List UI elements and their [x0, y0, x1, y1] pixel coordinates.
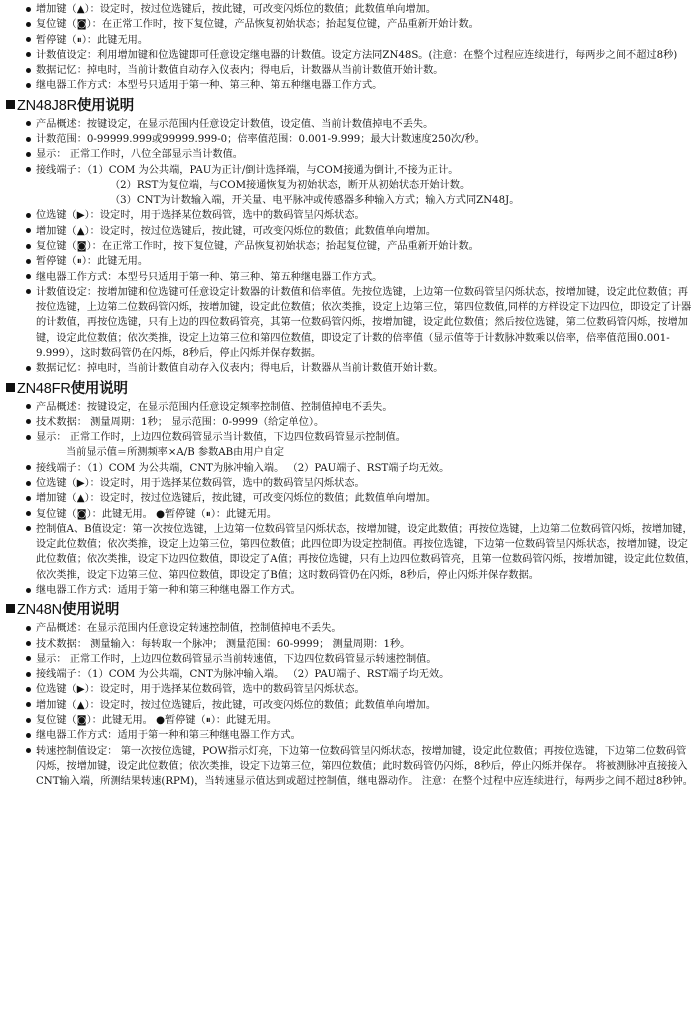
list-item: 转速控制值设定： 第一次按位选键，POW指示灯亮，下边第一位数码管呈闪烁状态，按增加键，设定此位数值；再按位选键，下边第二位数码管闪烁，按增加键，设定此位数值；依次类推，设定下边第三位，第四位数值；此时数码管仍闪烁，8秒后，停止闪烁并保存。 将被测脉冲直接接入CNT输入端，所测结果转速(RPM)，当转速显示值达到或超过控制值，继电器动作。 注意：在整个过程中应连续进行，每两步之间不超过8秒钟。 [6, 744, 696, 790]
list-item: 数据记忆：掉电时，当前计数值自动存入仪表内；得电后，计数器从当前计数值开始计数。 [6, 361, 696, 376]
manual-page [6, 2, 696, 789]
bullet-icon [26, 481, 31, 486]
bullet-icon [26, 137, 31, 142]
bullet-icon [26, 152, 31, 157]
list-item: 位选键（▶）：设定时，用于选择某位数码管，选中的数码管呈闪烁状态。 [6, 476, 696, 491]
list-item: 显示： 正常工作时，上边四位数码管显示当计数值，下边四位数码管显示控制值。 [6, 430, 696, 445]
bullet-icon [26, 687, 31, 692]
list-item: 暂停键（⏸）：此键无用。 [6, 254, 696, 269]
bullet-icon [26, 167, 31, 172]
list-item: 技术数据： 测量周期：1秒； 显示范围：0-9999（给定单位）。 [6, 415, 696, 430]
bullet-icon [26, 748, 31, 753]
list-item: 显示： 正常工作时，八位全部显示当计数值。 [6, 147, 696, 162]
bullet-icon [26, 289, 31, 294]
square-bullet-icon [6, 604, 15, 613]
bullet-icon [26, 7, 31, 12]
list-item: 增加键（▲）：设定时，按过位选键后，按此键，可改变闪烁位的数值；此数值单向增加。 [6, 491, 696, 506]
bullet-icon [26, 83, 31, 88]
list-item: 增加键（▲）：设定时，按过位选键后，按此键，可改变闪烁位的数值；此数值单向增加。 [6, 224, 696, 239]
bullet-icon [26, 259, 31, 264]
list-item: 控制值A、B值设定：第一次按位选键，上边第一位数码管呈闪烁状态，按增加键，设定此数值；再按位选键，上边第二位数码管闪烁，按增加键，设定此位数值；依次类推，设定上边第三位，第四位数值；此四位即为设定控制值。再按位选键，下边第一位数码管呈闪烁状态，按增加键，设定此位数值；依次类推，设定下边四位数值，即设定了A值；再按位选键，只有上边四位数码管亮，且第一位数码管闪烁，按增加键，设定此位数值，依次类推，设定下边第三位、第四位数值，即设定了B值；这时数码管仍在闪烁，8秒后，停止闪烁并保存数据。 [6, 522, 696, 583]
list-item: 暂停键（⏸）：此键无用。 [6, 33, 696, 48]
list-item: 继电器工作方式：本型号只适用于第一种、第三种、第五种继电器工作方式。 [6, 270, 696, 285]
bullet-icon [26, 496, 31, 501]
list-item: 增加键（▲）：设定时，按过位选键后，按此键，可改变闪烁位的数值；此数值单向增加。 [6, 2, 696, 17]
section-heading-zn48j8r: ZN48J8R使用说明 [6, 97, 696, 116]
bullet-icon [26, 68, 31, 73]
bullet-icon [26, 718, 31, 723]
bullet-icon [26, 52, 31, 57]
list-item: 复位键（◙）：此键无用。 ●暂停键（⏸）：此键无用。 [6, 507, 696, 522]
section-heading-zn48fr: ZN48FR使用说明 [6, 380, 696, 399]
bullet-icon [26, 22, 31, 27]
list-item: 产品概述：按键设定，在显示范围内任意设定计数值，设定值、当前计数值掉电不丢失。 [6, 117, 696, 132]
list-item: 增加键（▲）：设定时，按过位选键后，按此键，可改变闪烁位的数值；此数值单向增加。 [6, 698, 696, 713]
list-item: 数据记忆：掉电时，当前计数值自动存入仪表内；得电后，计数器从当前计数值开始计数。 [6, 63, 696, 78]
bullet-icon [26, 656, 31, 661]
square-bullet-icon [6, 100, 15, 109]
list-item: 复位键（◙）：在正常工作时，按下复位键，产品恢复初始状态；抬起复位键，产品重新开始计数。 [6, 17, 696, 32]
list-item: 产品概述：按键设定，在显示范围内任意设定频率控制值、控制值掉电不丢失。 [6, 400, 696, 415]
list-item: 接线端子：（1）COM 为公共端，CNT为脉冲输入端。 （2）PAU端子、RST端子均无效。 [6, 461, 696, 476]
section-zn48fr [6, 400, 696, 599]
list-item: 继电器工作方式：本型号只适用于第一种、第三种、第五种继电器工作方式。 [6, 78, 696, 93]
bullet-icon [26, 733, 31, 738]
top-section [6, 2, 696, 94]
bullet-icon [26, 641, 31, 646]
formula-line: 当前显示值＝所测频率×A/B 参数AB由用户自定 [66, 447, 285, 459]
bullet-icon [26, 37, 31, 42]
list-item: 产品概述：在显示范围内任意设定转速控制值，控制值掉电不丢失。 [6, 621, 696, 636]
bullet-icon [26, 404, 31, 409]
bullet-icon [26, 419, 31, 424]
bullet-icon [26, 274, 31, 279]
bullet-icon [26, 702, 31, 707]
bullet-icon [26, 465, 31, 470]
bullet-icon [26, 588, 31, 593]
list-item: 计数范围：0-99999.999或99999.999-0；倍率值范围：0.001-9.999；最大计数速度250次/秒。 [6, 132, 696, 147]
list-item: 位选键（▶）：设定时，用于选择某位数码管，选中的数码管呈闪烁状态。 [6, 682, 696, 697]
bullet-icon [26, 121, 31, 126]
bullet-icon [26, 526, 31, 531]
section-heading-zn48n: ZN48N使用说明 [6, 601, 696, 620]
list-item-sub: （2）RST为复位端，与COM接通恢复为初始状态，断开从初始状态开始计数。 [110, 179, 471, 191]
section-zn48n [6, 621, 696, 789]
list-item: 位选键（▶）：设定时，用于选择某位数码管，选中的数码管呈闪烁状态。 [6, 208, 696, 223]
list-item: 复位键（◙）：在正常工作时，按下复位键，产品恢复初始状态；抬起复位键，产品重新开始计数。 [6, 239, 696, 254]
list-item: 计数值设定：按增加键和位选键可任意设定计数器的计数值和倍率值。先按位选键，上边第一位数码管呈闪烁状态，按增加键，设定此位数值；再按位选键，上边第二位数码管闪烁，按增加键，设定此位数值；依次类推，设定上边第三位，第四位数值,同样的方样设定下边四位，即设定了计器的计数值，再按位选键，只有上边的四位数码管亮，其第一位数码管闪烁，按增加键，设定此位数值；然后按位选键，第二位数码管闪烁，按增加键，设定此位数值；依次类推，设定上边第三位和第四位数值，即设定了计数的倍率值（显示值等于计数脉冲数乘以倍率，倍率值范围0.001-9.999），这时数码管仍在闪烁，8秒后，停止闪烁并保存数据。 [6, 285, 696, 361]
list-item-sub: （3）CNT为计数输入端，开关量、电平脉冲或传感器多种输入方式；输入方式同ZN48J。 [110, 195, 520, 207]
bullet-icon [26, 626, 31, 631]
bullet-icon [26, 366, 31, 371]
bullet-icon [26, 511, 31, 516]
bullet-icon [26, 228, 31, 233]
bullet-icon [26, 213, 31, 218]
bullet-icon [26, 435, 31, 440]
list-item: 接线端子：（1）COM 为公共端，PAU为正计/倒计选择端，与COM接通为倒计,不接为正计。 [6, 163, 696, 178]
square-bullet-icon [6, 383, 15, 392]
section-zn48j8r [6, 117, 696, 377]
bullet-icon [26, 244, 31, 249]
list-item: 复位键（◙）：此键无用。 ●暂停键（⏸）：此键无用。 [6, 713, 696, 728]
list-item: 技术数据： 测量输入：每转取一个脉冲； 测量范围：60-9999； 测量周期：1秒。 [6, 637, 696, 652]
list-item: 计数值设定：利用增加键和位选键即可任意设定继电器的计数值。设定方法同ZN48S。(注意：在整个过程应连续进行，每两步之间不超过8秒) [6, 48, 696, 63]
list-item: 接线端子：（1）COM 为公共端，CNT为脉冲输入端。 （2）PAU端子、RST端子均无效。 [6, 667, 696, 682]
list-item: 继电器工作方式：适用于第一种和第三种继电器工作方式。 [6, 728, 696, 743]
list-item: 继电器工作方式：适用于第一种和第三种继电器工作方式。 [6, 583, 696, 598]
bullet-icon [26, 672, 31, 677]
list-item: 显示： 正常工作时，上边四位数码管显示当前转速值，下边四位数码管显示转速控制值。 [6, 652, 696, 667]
